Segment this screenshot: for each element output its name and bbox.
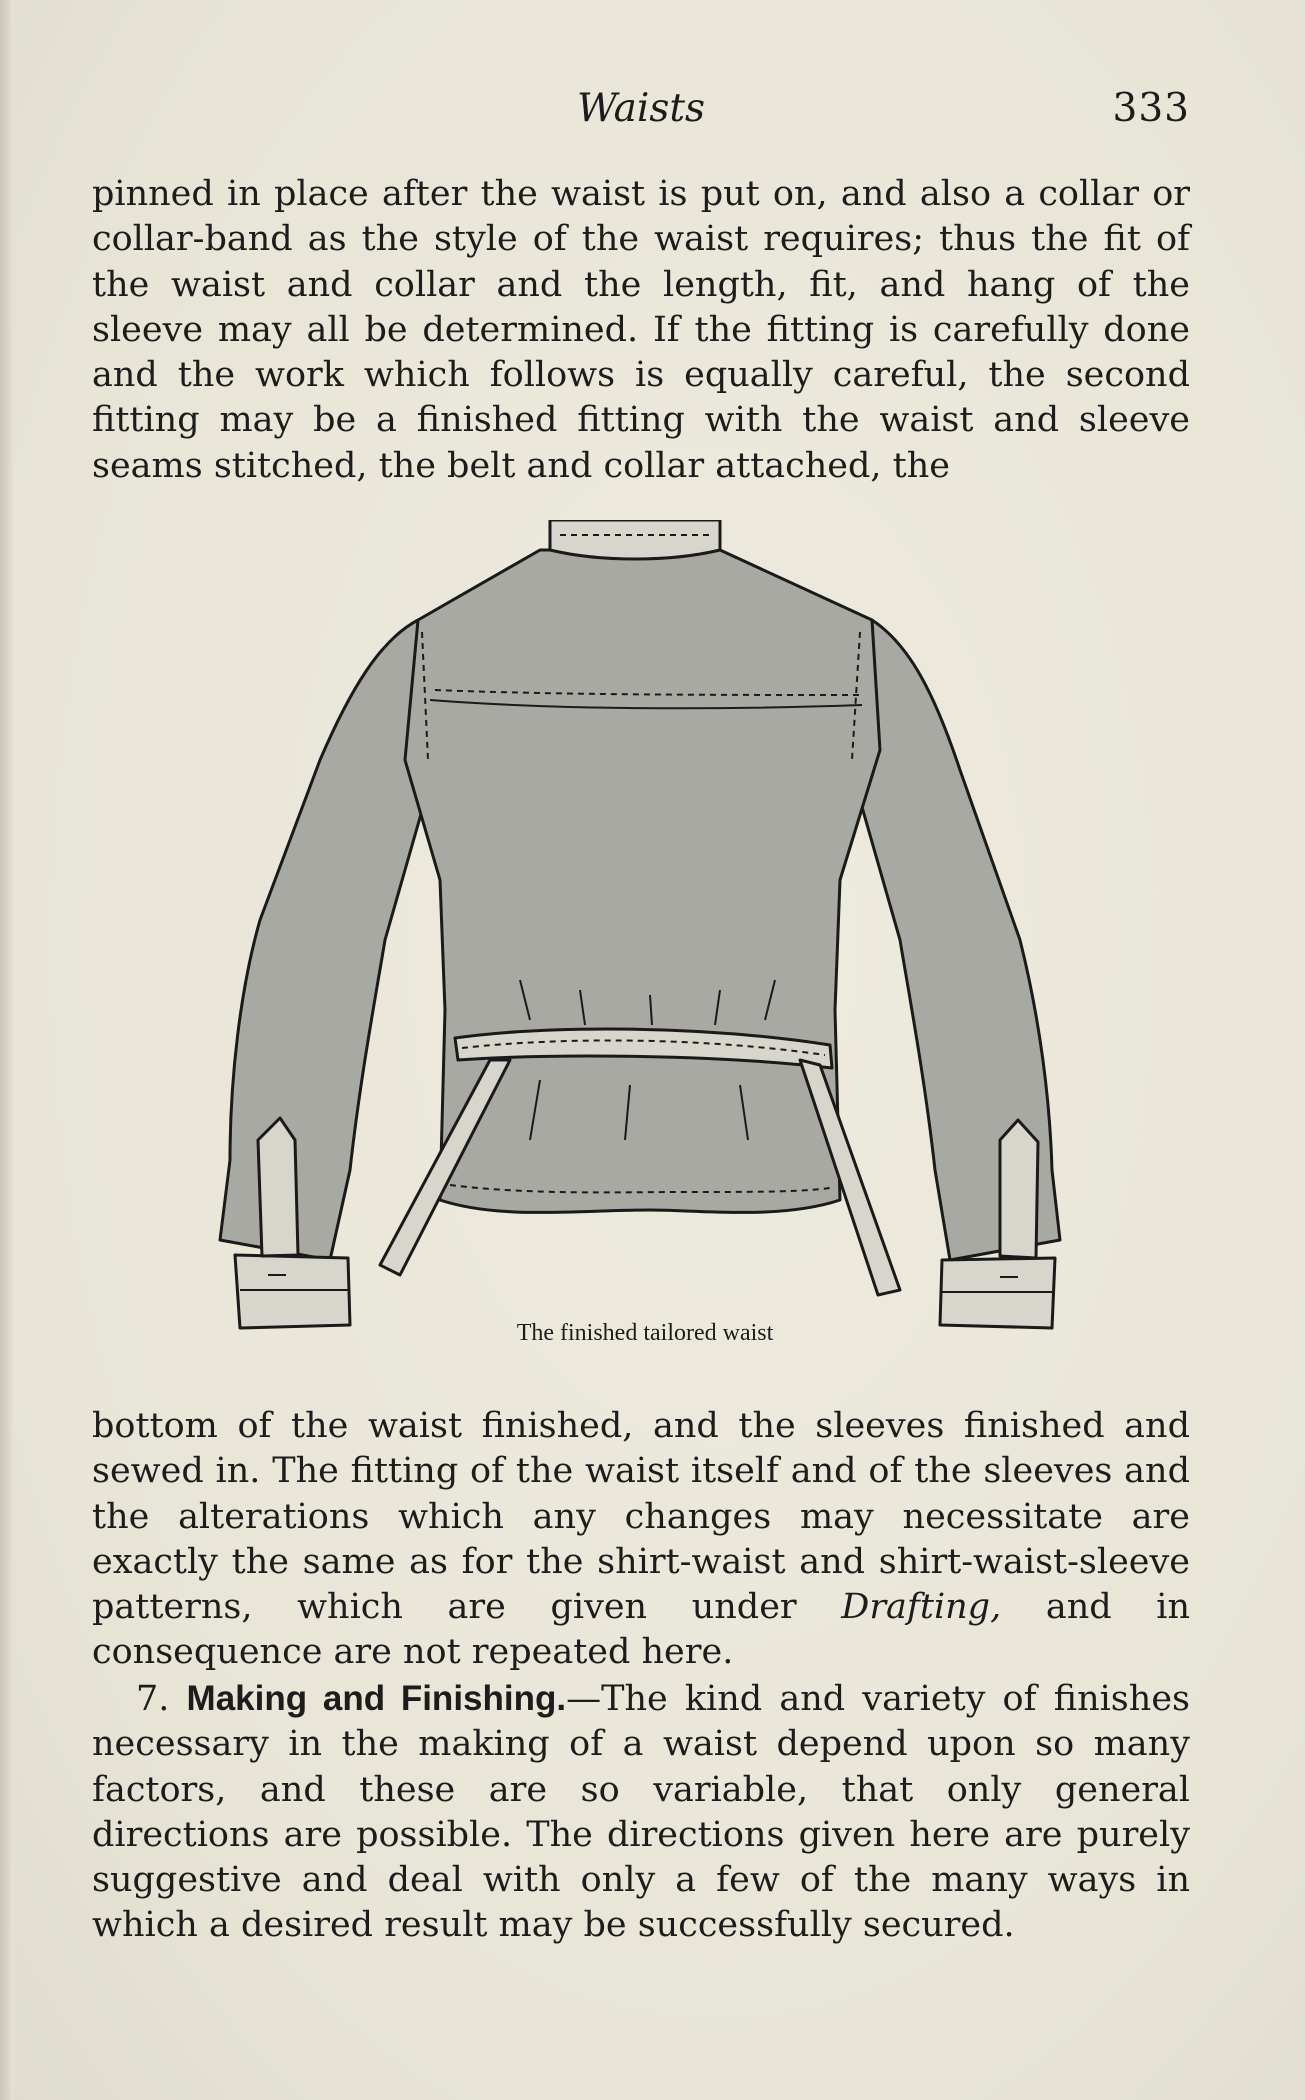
cross-reference-drafting: Drafting,	[841, 1587, 1002, 1628]
section-making-and-finishing	[92, 1676, 1190, 1949]
page-number: 333	[1112, 86, 1190, 131]
page-spine-shadow	[0, 0, 14, 2100]
figure-tailored-waist	[200, 520, 1100, 1350]
running-head	[92, 78, 1190, 138]
right-sleeve-placket	[1000, 1120, 1038, 1258]
paragraph-continued: pinned in place after the waist is put on, and also a collar or collar-band as the style of the waist requires; thus the fit of the waist and collar and the length, fit, and hang of the sleeve may all be determined. If the fitting is carefully done and the work which follows is equally careful, the second fitting may be a finished fitting with the waist and sleeve seams stitched, the belt and collar attached, the	[92, 174, 1190, 486]
left-sleeve-placket	[258, 1118, 298, 1256]
left-sleeve	[220, 620, 425, 1260]
section-body: —The kind and variety of finishes necessary in the making of a waist depend upon so many factors, and these are so variable, that only general directions are possible. The directions given here are purely suggestive and deal with only a few of the many ways in which a desired result may be successfully secured.	[92, 1679, 1190, 1946]
section-heading: Making and Finishing.	[186, 1679, 567, 1718]
paragraph-fitting	[92, 1404, 1190, 1676]
paragraph-text: bottom of the waist finished, and the sleeves finished and sewed in. The fitting of the waist itself and of the sleeves and the alterations which any changes may necessitate are exactly the same as for the shirt-waist and shirt-waist-sleeve patterns, which are given under	[92, 1406, 1190, 1628]
left-cuff	[235, 1255, 350, 1328]
tailored-waist-illustration	[200, 520, 1100, 1350]
section-number: 7.	[136, 1679, 187, 1719]
collar-band	[550, 520, 720, 559]
figure-caption: The finished tailored waist	[516, 1320, 774, 1346]
running-head-title: Waists	[576, 86, 706, 131]
paragraph-text: and in consequence are not repeated here.	[92, 1587, 1190, 1673]
